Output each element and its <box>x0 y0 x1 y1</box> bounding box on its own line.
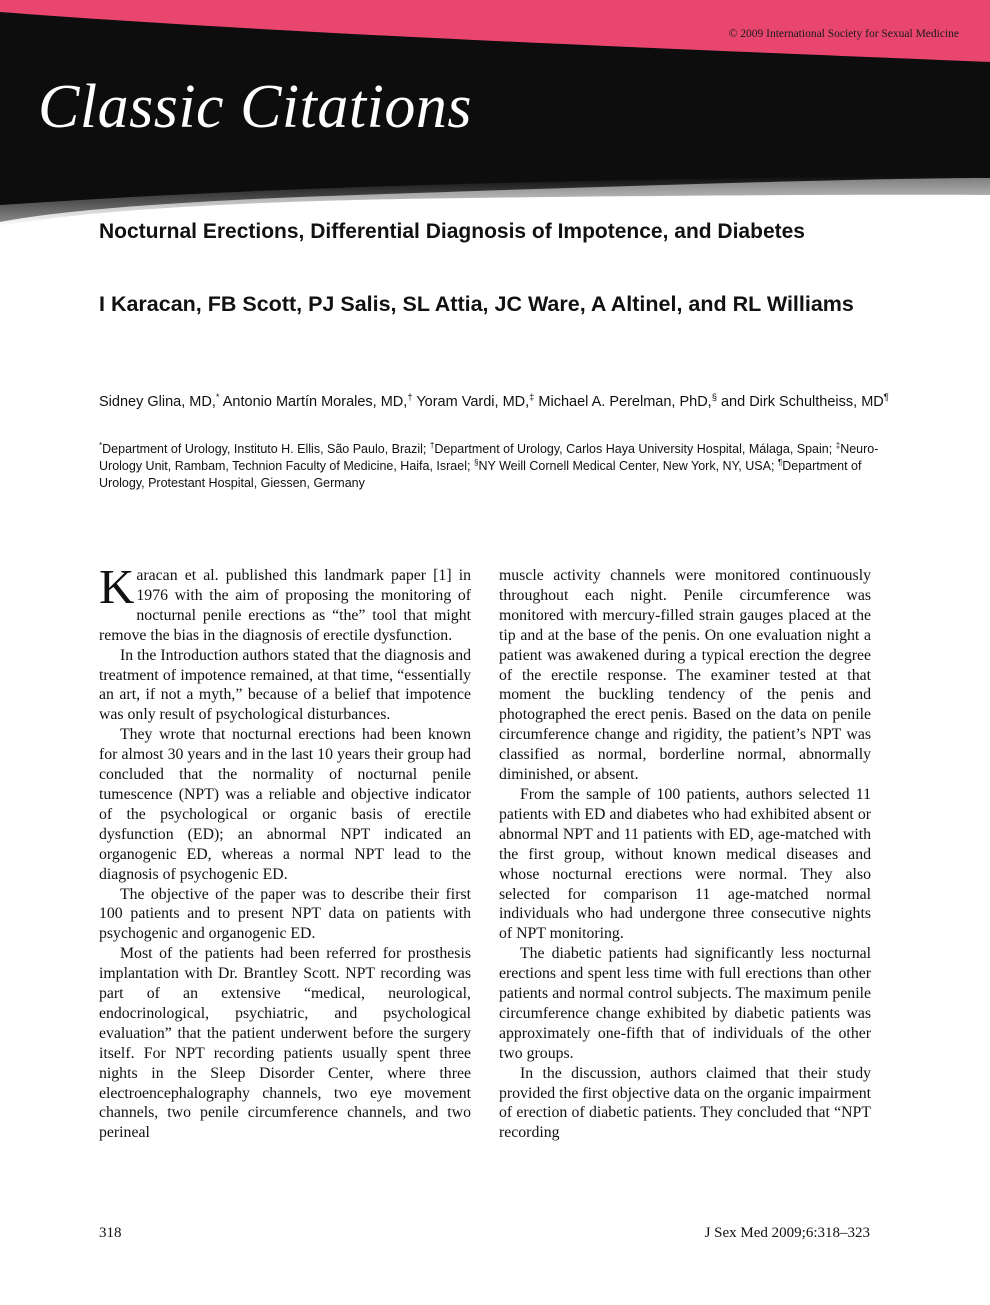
author-name: and Dirk Schultheiss, MD <box>720 394 884 410</box>
body-paragraph: The objective of the paper was to describe their first 100 patients and to present NPT data on patients with psychogenic and organogenic ED. <box>99 885 471 943</box>
body-column-left <box>99 559 471 1143</box>
author-mark: * <box>215 391 220 403</box>
body-paragraph: muscle activity channels were monitored continuously throughout each night. Penile circumference was monitored with mercury-filled strain gauges placed at the tip and at the base of the penis. On one evaluation night a patient was awakened during a typical erection the degree of the erectile response. The examiner tested at that moment the buckling tendency of the penis and photographed the erect penis. Based on the data on penile circumference change and rigidity, the patient’s NPT was classified as normal, borderline normal, abnormally diminished, or absent. <box>499 567 871 784</box>
affiliation-mark: § <box>473 457 479 467</box>
commentary-authors <box>99 392 889 412</box>
author-mark: ¶ <box>883 391 889 403</box>
article-title: Nocturnal Erections, Differential Diagnosis of Impotence, and Diabetes <box>99 220 805 243</box>
author-mark: ‡ <box>529 391 535 403</box>
copyright-notice: © 2009 International Society for Sexual Medicine <box>728 28 959 40</box>
body-paragraph: In the discussion, authors claimed that their study provided the first objective data on the organic impairment of erection of diabetic patients. They concluded that “NPT recording <box>499 1064 871 1142</box>
affiliation-text: Department of Urology, Instituto H. Ellis, São Paulo, Brazil; <box>102 442 430 456</box>
affiliation-mark: ‡ <box>835 440 841 450</box>
section-title: Classic Citations <box>38 73 472 141</box>
author-mark: † <box>407 391 413 403</box>
body-paragraph: The diabetic patients had significantly less nocturnal erections and spent less time with full erections than other patients and normal control subjects. The maximum penile circumference change exhibited by diabetic patients was approximately one-fifth that of individuals of the other two groups. <box>499 945 871 1062</box>
affiliation-mark: ¶ <box>777 457 783 467</box>
author-mark: § <box>711 391 717 403</box>
drop-cap: K <box>99 559 135 614</box>
affiliation-mark: † <box>429 440 435 450</box>
affiliations <box>99 441 889 492</box>
affiliation-text: Department of Urology, Protestant Hospital, Giessen, Germany <box>99 459 862 490</box>
affiliation-text: NY Weill Cornell Medical Center, New York, NY, USA; <box>478 459 778 473</box>
original-authors: I Karacan, FB Scott, PJ Salis, SL Attia, JC Ware, A Altinel, and RL Williams <box>99 292 854 316</box>
affiliation-mark: * <box>99 440 103 450</box>
body-paragraph: They wrote that nocturnal erections had been known for almost 30 years and in the last 10 years their group had concluded that the normality of nocturnal penile tumescence (NPT) was a reliable and objective indicator of the psychological or organic basis of erectile dysfunction (ED); an abnormal NPT indicated an organogenic ED, whereas a normal NPT lead to the diagnosis of psychogenic ED. <box>99 726 471 883</box>
author-name: Antonio Martín Morales, MD, <box>222 394 408 410</box>
author-name: Yoram Vardi, MD, <box>416 394 530 410</box>
paragraph-text: aracan et al. published this landmark paper [1] in 1976 with the aim of proposing the monitoring of nocturnal penile erections as “the” tool that might remove the bias in the diagnosis of erectile dysfunction. <box>99 567 471 644</box>
body-paragraph: In the Introduction authors stated that the diagnosis and treatment of impotence remained, at that time, “essentially an art, if not a myth,” because of a belief that impotence was only result of psychological disturbances. <box>99 646 471 724</box>
author-name: Sidney Glina, MD, <box>99 394 216 410</box>
journal-citation: J Sex Med 2009;6:318–323 <box>704 1225 870 1241</box>
page-number: 318 <box>99 1225 122 1241</box>
body-column-right <box>499 566 871 1143</box>
body-paragraph <box>99 559 471 646</box>
affiliation-text: Neuro-Urology Unit, Rambam, Technion Faculty of Medicine, Haifa, Israel; <box>99 442 879 473</box>
author-name: Michael A. Perelman, PhD, <box>538 394 712 410</box>
body-paragraph: Most of the patients had been referred for prosthesis implantation with Dr. Brantley Scott. NPT recording was part of an extensive “medical, neurological, endocrinological, psychiatric, and psychological evaluation” that the patient underwent before the surgery itself. For NPT recording patients usually spent three nights in the Sleep Disorder Center, where three electroencephalography channels, two eye movement channels, two penile circumference channels, and two perineal <box>99 945 471 1142</box>
affiliation-text: Department of Urology, Carlos Haya University Hospital, Málaga, Spain; <box>434 442 836 456</box>
body-paragraph: From the sample of 100 patients, authors selected 11 patients with ED and diabetes who had exhibited absent or abnormal NPT and 11 patients with ED, age-matched with the first group, without known medical diseases and whose nocturnal erections were normal. They also selected for comparison 11 age-matched normal individuals who had undergone three consecutive nights of NPT monitoring. <box>499 785 871 943</box>
